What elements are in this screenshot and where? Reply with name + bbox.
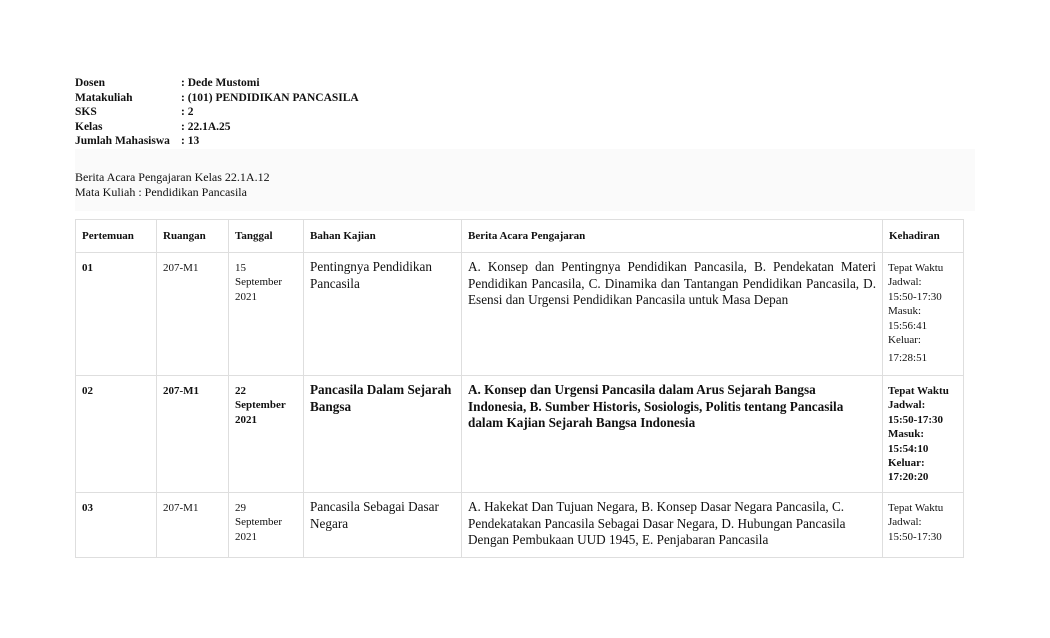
attendance-status: Tepat Waktu: [888, 502, 944, 514]
info-label: Jumlah Mahasiswa: [75, 135, 170, 148]
berita-acara-title: Berita Acara Pengajaran Kelas 22.1A.12: [75, 170, 270, 184]
info-value: : 13: [181, 135, 200, 148]
cell-ruangan: 207-M1: [157, 493, 229, 558]
info-label: Matakuliah: [75, 91, 133, 104]
info-value: : Dede Mustomi: [181, 77, 260, 89]
jadwal-value: 15:50-17:30: [888, 413, 943, 426]
info-label: Kelas: [75, 120, 103, 133]
cell-kehadiran: [883, 376, 964, 493]
cell-pertemuan: 01: [76, 253, 157, 376]
attendance-status: Tepat Waktu: [888, 262, 944, 274]
info-row-kelas: [75, 120, 359, 135]
masuk-value: 15:56:41: [888, 319, 928, 332]
info-value: : 22.1A.25: [181, 120, 231, 133]
info-row-dosen: [75, 76, 359, 91]
cell-tanggal: [229, 493, 304, 558]
table-row: [76, 376, 964, 493]
date-day: 22: [235, 385, 246, 397]
cell-berita-acara: A. Konsep dan Urgensi Pancasila dalam Arus Sejarah Bangsa Indonesia, B. Sumber Historis, Sosiologis, Politis tentang Pancasila dalam Kajian Sejarah Bangsa Indonesia: [462, 376, 883, 493]
cell-ruangan: 207-M1: [157, 376, 229, 493]
cell-bahan-kajian: Pentingnya Pendidikan Pancasila: [304, 253, 462, 376]
cell-tanggal: [229, 253, 304, 376]
cell-pertemuan: 02: [76, 376, 157, 493]
course-header-box: [75, 149, 975, 211]
keluar-label: Keluar:: [888, 457, 925, 470]
date-day: 15: [235, 262, 246, 274]
date-month: September: [235, 399, 286, 412]
cell-kehadiran: [883, 253, 964, 376]
date-month: September: [235, 276, 283, 289]
keluar-label: Keluar:: [888, 334, 921, 347]
info-label: SKS: [75, 106, 97, 119]
jadwal-label: Jadwal:: [888, 516, 922, 529]
info-value: : 2: [181, 106, 194, 119]
cell-tanggal: [229, 376, 304, 493]
col-header-tanggal: Tanggal: [229, 220, 304, 253]
date-year: 2021: [235, 530, 257, 543]
masuk-label: Masuk:: [888, 428, 925, 441]
info-row-sks: [75, 105, 359, 120]
masuk-value: 15:54:10: [888, 442, 929, 455]
attendance-status: Tepat Waktu: [888, 385, 949, 397]
jadwal-value: 15:50-17:30: [888, 530, 942, 543]
date-year: 2021: [235, 413, 257, 426]
table-row: [76, 253, 964, 376]
info-label: Dosen: [75, 77, 106, 89]
jadwal-label: Jadwal:: [888, 276, 922, 289]
col-header-berita-acara: Berita Acara Pengajaran: [462, 220, 883, 253]
cell-berita-acara: A. Hakekat Dan Tujuan Negara, B. Konsep Dasar Negara Pancasila, C. Pendekatakan Pancasila Sebagai Dasar Negara, D. Hubungan Pancasila Dengan Pembukaan UUD 1945, E. Penjabaran Pancasila: [462, 493, 883, 558]
date-month: September: [235, 516, 283, 529]
info-row-matakuliah: [75, 91, 359, 106]
cell-kehadiran: [883, 493, 964, 558]
attendance-table: [75, 219, 964, 558]
info-value: : (101) PENDIDIKAN PANCASILA: [181, 91, 359, 104]
col-header-bahan-kajian: Bahan Kajian: [304, 220, 462, 253]
info-row-jumlah: [75, 134, 359, 149]
col-header-pertemuan: Pertemuan: [76, 220, 157, 253]
date-year: 2021: [235, 290, 257, 303]
table-header-row: [76, 220, 964, 253]
keluar-value: 17:28:51: [888, 352, 928, 365]
masuk-label: Masuk:: [888, 305, 921, 318]
jadwal-value: 15:50-17:30: [888, 290, 942, 303]
col-header-kehadiran: Kehadiran: [883, 220, 964, 253]
jadwal-label: Jadwal:: [888, 399, 926, 412]
keluar-value: 17:20:20: [888, 471, 929, 484]
cell-bahan-kajian: Pancasila Sebagai Dasar Negara: [304, 493, 462, 558]
course-header-text: [75, 170, 270, 199]
cell-pertemuan: 03: [76, 493, 157, 558]
cell-ruangan: 207-M1: [157, 253, 229, 376]
date-day: 29: [235, 502, 246, 514]
cell-bahan-kajian: Pancasila Dalam Sejarah Bangsa: [304, 376, 462, 493]
col-header-ruangan: Ruangan: [157, 220, 229, 253]
cell-berita-acara: A. Konsep dan Pentingnya Pendidikan Pancasila, B. Pendekatan Materi Pendidikan Pancasila, C. Dinamika dan Tantangan Pendidikan Pancasila, D. Esensi dan Urgensi Pendidikan Pancasila untuk Masa Depan: [462, 253, 883, 376]
course-info: [75, 76, 359, 149]
table-row: [76, 493, 964, 558]
mata-kuliah-title: Mata Kuliah : Pendidikan Pancasila: [75, 184, 247, 199]
